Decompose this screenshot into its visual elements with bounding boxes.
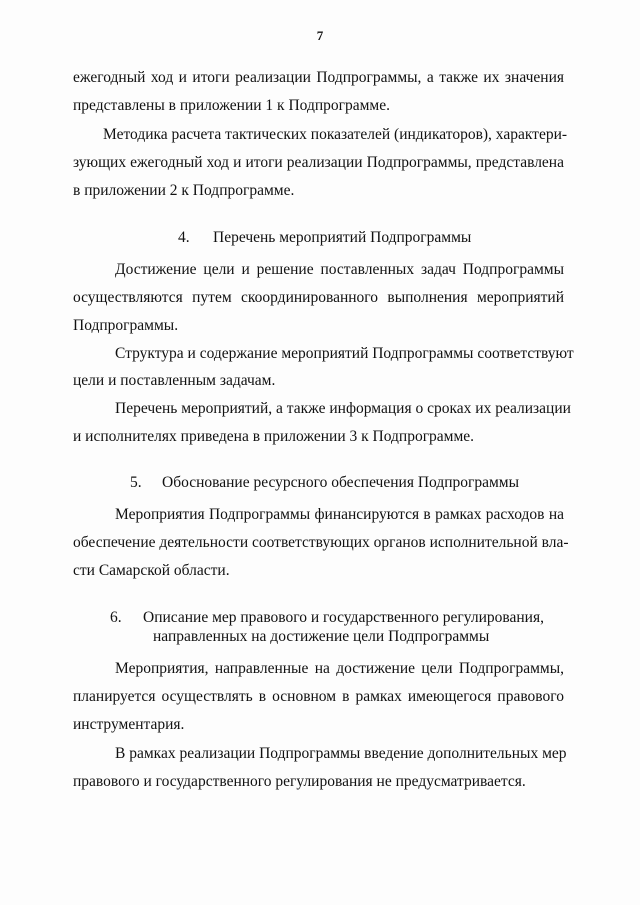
section-number: 4. (178, 229, 190, 246)
paragraph-line: Мероприятия, направленные на достижение цели Подпрограммы, (115, 660, 564, 677)
paragraph-line: Достижение цели и решение поставленных задач Подпрограммы (115, 261, 564, 278)
paragraph-line: ежегодный ход и итоги реализации Подпрограммы, а также их значения (73, 69, 564, 86)
paragraph-line: осуществляются путем скоординированного выполнения мероприятий (73, 289, 564, 306)
section-number: 5. (130, 474, 142, 491)
section-title: Перечень мероприятий Подпрограммы (213, 229, 472, 246)
paragraph-line: сти Самарской области. (73, 562, 230, 579)
paragraph-line: Структура и содержание мероприятий Подпрограммы соответствуют (115, 345, 574, 362)
paragraph-line: зующих ежегодный ход и итоги реализации Подпрограммы, представлена (73, 154, 564, 171)
paragraph-line: правового и государственного регулирования не предусматривается. (73, 773, 526, 790)
paragraph-line: планируется осуществлять в основном в рамках имеющегося правового (73, 688, 564, 705)
paragraph-line: представлены в приложении 1 к Подпрограмме. (73, 97, 390, 114)
paragraph-line: инструментария. (73, 716, 185, 733)
paragraph-line: В рамках реализации Подпрограммы введение дополнительных мер (115, 745, 567, 762)
paragraph-line: Перечень мероприятий, а также информация о сроках их реализации (115, 400, 571, 417)
paragraph-line: Мероприятия Подпрограммы финансируются в рамках расходов на (115, 506, 564, 523)
page-number: 7 (316, 28, 324, 43)
paragraph-line: и исполнителях приведена в приложении 3 к Подпрограмме. (73, 428, 475, 445)
paragraph-line: Подпрограммы. (73, 317, 179, 334)
section-title: Описание мер правового и государственного регулирования, (143, 609, 544, 626)
paragraph-line: цели и поставленным задачам. (73, 372, 276, 389)
paragraph-line: в приложении 2 к Подпрограмме. (73, 182, 295, 199)
paragraph-line: обеспечение деятельности соответствующих органов исполнительной вла- (73, 534, 569, 551)
section-title: Обоснование ресурсного обеспечения Подпрограммы (162, 474, 520, 491)
paragraph-line: Методика расчета тактических показателей (индикаторов), характери- (103, 126, 568, 143)
section-number: 6. (110, 609, 122, 626)
section-title: направленных на достижение цели Подпрограммы (153, 628, 490, 645)
